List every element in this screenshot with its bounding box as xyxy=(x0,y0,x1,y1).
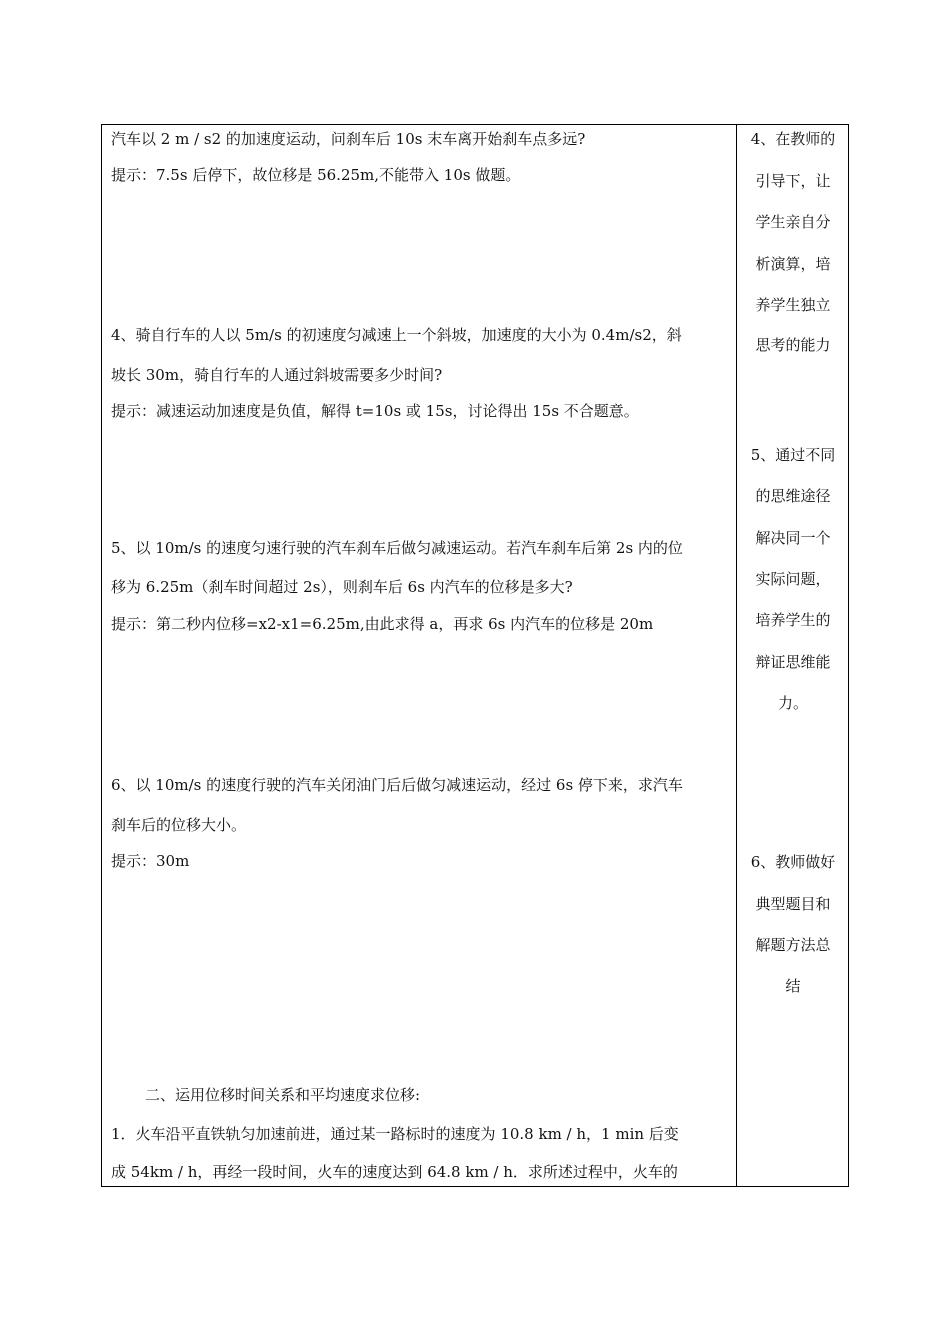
section-heading: 二、运用位移时间关系和平均速度求位移: xyxy=(145,1086,421,1104)
problem-3-hint: 提示：7.5s 后停下，故位移是 56.25m,不能带入 10s 做题。 xyxy=(111,166,521,184)
problem-5-hint: 提示：第二秒内位移=x2-x1=6.25m,由此求得 a，再求 6s 内汽车的位移是 20m xyxy=(111,615,654,633)
problem-6-text-2: 刹车后的位移大小。 xyxy=(111,816,247,834)
side-note-5-line-1: 5、通过不同 xyxy=(750,446,836,464)
problem-4-text-2: 坡长 30m，骑自行车的人通过斜坡需要多少时间? xyxy=(111,366,443,384)
column-divider xyxy=(736,125,737,1186)
section-problem-1-text-2: 成 54km / h，再经一段时间，火车的速度达到 64.8 km / h．求所述过程中，火车的 xyxy=(111,1163,678,1181)
side-note-4-line-5: 养学生独立 xyxy=(755,296,831,314)
problem-4-hint: 提示：减速运动加速度是负值，解得 t=10s 或 15s，讨论得出 15s 不合题意。 xyxy=(111,402,639,420)
problem-5-text-2: 移为 6.25m（刹车时间超过 2s），则刹车后 6s 内汽车的位移是多大? xyxy=(111,578,573,596)
side-note-5-line-7: 力。 xyxy=(777,694,808,712)
side-note-6-line-3: 解题方法总 xyxy=(755,936,831,954)
side-note-4-line-2: 引导下，让 xyxy=(755,172,831,190)
side-note-5-line-4: 实际问题， xyxy=(755,570,831,588)
side-note-6-line-1: 6、教师做好 xyxy=(750,853,836,871)
side-note-6-line-2: 典型题目和 xyxy=(755,895,831,913)
problem-3-text: 汽车以 2 m / s2 的加速度运动，问刹车后 10s 末车离开始刹车点多远? xyxy=(111,130,586,148)
side-note-4-line-6: 思考的能力 xyxy=(755,336,831,354)
side-note-5-line-6: 辩证思维能 xyxy=(755,653,831,671)
lesson-table xyxy=(101,124,849,1187)
side-note-4-line-4: 析演算，培 xyxy=(755,255,831,273)
side-note-5-line-3: 解决同一个 xyxy=(755,529,831,547)
problem-6-text-1: 6、以 10m/s 的速度行驶的汽车关闭油门后后做匀减速运动，经过 6s 停下来，求汽车 xyxy=(111,776,683,794)
problem-5-text-1: 5、以 10m/s 的速度匀速行驶的汽车刹车后做匀减速运动。若汽车刹车后第 2s 内的位 xyxy=(111,539,683,557)
side-note-5-line-2: 的思维途径 xyxy=(755,487,831,505)
side-note-4-line-1: 4、在教师的 xyxy=(750,130,836,148)
side-note-5-line-5: 培养学生的 xyxy=(755,611,831,629)
section-problem-1-text-1: 1．火车沿平直铁轨匀加速前进，通过某一路标时的速度为 10.8 km / h，1 min 后变 xyxy=(111,1125,679,1143)
side-note-4-line-3: 学生亲自分 xyxy=(755,213,831,231)
side-note-6-line-4: 结 xyxy=(785,977,801,995)
problem-4-text-1: 4、骑自行车的人以 5m/s 的初速度匀减速上一个斜坡，加速度的大小为 0.4m/s2，斜 xyxy=(111,326,682,344)
problem-6-hint: 提示：30m xyxy=(111,852,190,870)
